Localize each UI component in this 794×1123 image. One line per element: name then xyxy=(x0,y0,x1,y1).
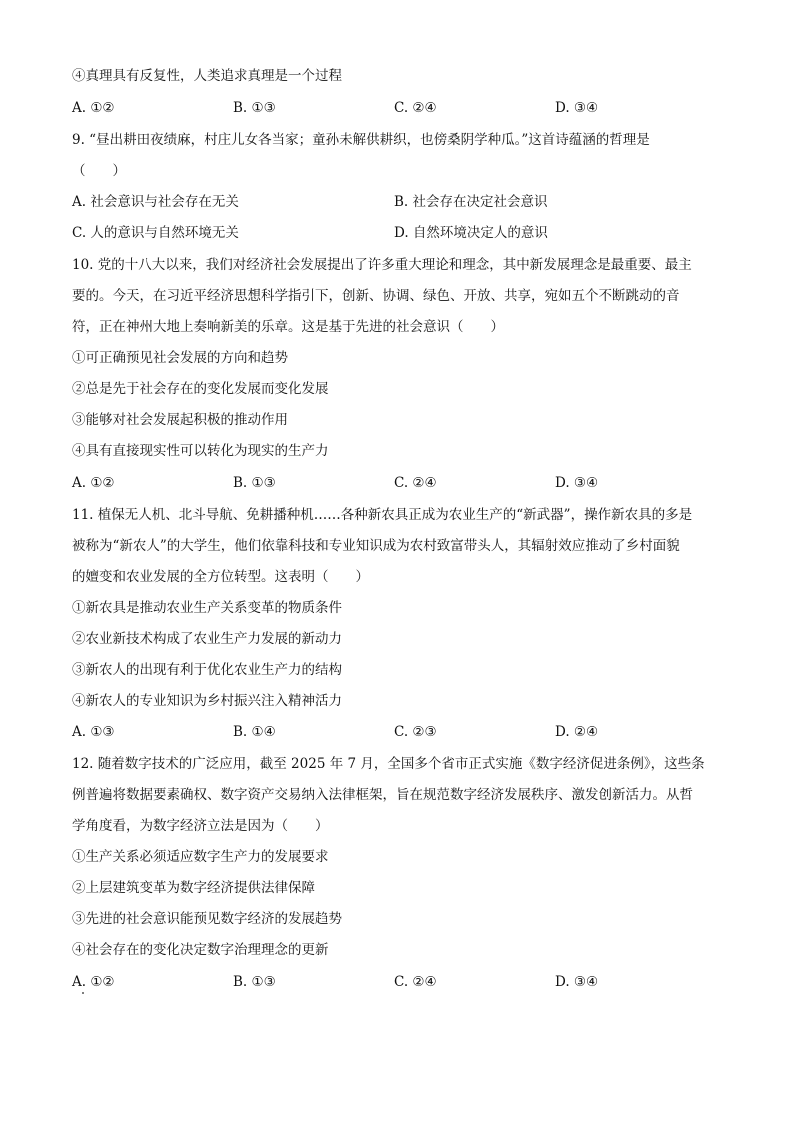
q11-option-d: D. ②④ xyxy=(555,724,599,740)
q12-item-1: ①生产关系必须适应数字生产力的发展要求 xyxy=(72,849,329,865)
q9-option-b: B. 社会存在决定社会意识 xyxy=(394,194,548,210)
q8-option-c: C. ②④ xyxy=(394,100,437,116)
q11-option-c: C. ②③ xyxy=(394,724,437,740)
q12-stem-line-3: 学角度看，为数字经济立法是因为（ ） xyxy=(72,818,329,834)
q9-stem-line-2: （ ） xyxy=(72,163,126,179)
q12-options xyxy=(72,972,722,992)
q10-option-a: A. ①② xyxy=(72,475,115,491)
q11-stem-line-3: 的嬗变和农业发展的全方位转型。这表明（ ） xyxy=(72,569,369,585)
q10-item-3: ③能够对社会发展起积极的推动作用 xyxy=(72,412,288,428)
q12-item-3: ③先进的社会意识能预见数字经济的发展趋势 xyxy=(72,911,342,927)
q12-option-a: A. ①② xyxy=(72,974,115,990)
q8-options xyxy=(72,98,722,118)
q11-item-1: ①新农具是推动农业生产关系变革的物质条件 xyxy=(72,600,342,616)
q12-item-4: ④社会存在的变化决定数字治理理念的更新 xyxy=(72,942,329,958)
q9-options-row-1 xyxy=(72,192,722,212)
q12-option-b: B. ①③ xyxy=(233,974,276,990)
q12-item-2: ②上层建筑变革为数字经济提供法律保障 xyxy=(72,880,315,896)
q11-item-4: ④新农人的专业知识为乡村振兴注入精神活力 xyxy=(72,693,342,709)
q10-options xyxy=(72,473,722,493)
q10-option-b: B. ①③ xyxy=(233,475,276,491)
q12-option-d: D. ③④ xyxy=(555,974,599,990)
q9-option-c: C. 人的意识与自然环境无关 xyxy=(72,225,239,241)
q8-option-a: A. ①② xyxy=(72,100,115,116)
q10-stem-line-2: 要的。今天，在习近平经济思想科学指引下，创新、协调、绿色、开放、共享，宛如五个不断跳动的音 xyxy=(72,288,680,304)
q9-options-row-2 xyxy=(72,223,722,243)
q10-stem-line-1: 10. 党的十八大以来，我们对经济社会发展提出了许多重大理论和理念，其中新发展理念是最重要、最主 xyxy=(72,257,692,273)
q9-option-a: A. 社会意识与社会存在无关 xyxy=(72,194,239,210)
q11-stem-line-1: 11. 植保无人机、北斗导航、免耕播种机……各种新农具正成为农业生产的“新武器”，操作新农具的多是 xyxy=(72,507,693,523)
q11-option-a: A. ①③ xyxy=(72,724,115,740)
q11-item-2: ②农业新技术构成了农业生产力发展的新动力 xyxy=(72,631,342,647)
scan-mark xyxy=(82,992,84,994)
q10-option-c: C. ②④ xyxy=(394,475,437,491)
q10-item-1: ①可正确预见社会发展的方向和趋势 xyxy=(72,350,288,366)
q8-option-d: D. ③④ xyxy=(555,100,599,116)
q10-option-d: D. ③④ xyxy=(555,475,599,491)
q8-item-4: ④真理具有反复性，人类追求真理是一个过程 xyxy=(72,68,342,84)
q10-item-2: ②总是先于社会存在的变化发展而变化发展 xyxy=(72,381,329,397)
q12-stem-line-2: 例普遍将数据要素确权、数字资产交易纳入法律框架，旨在规范数字经济发展秩序、激发创新活力。从哲 xyxy=(72,787,693,803)
q11-options xyxy=(72,722,722,742)
q10-stem-line-3: 符，正在神州大地上奏响新美的乐章。这是基于先进的社会意识（ ） xyxy=(72,319,504,335)
q12-option-c: C. ②④ xyxy=(394,974,437,990)
q10-item-4: ④具有直接现实性可以转化为现实的生产力 xyxy=(72,443,329,459)
q8-option-b: B. ①③ xyxy=(233,100,276,116)
q11-stem-line-2: 被称为“新农人”的大学生，他们依靠科技和专业知识成为农村致富带头人，其辐射效应推动了乡村面貌 xyxy=(72,538,680,554)
q12-stem-line-1: 12. 随着数字技术的广泛应用，截至 2025 年 7 月，全国多个省市正式实施《数字经济促进条例》，这些条 xyxy=(72,756,705,772)
q9-option-d: D. 自然环境决定人的意识 xyxy=(394,225,548,241)
q11-option-b: B. ①④ xyxy=(233,724,276,740)
q9-stem-line-1: 9. “昼出耕田夜绩麻，村庄儿女各当家；童孙未解供耕织，也傍桑阴学种瓜。”这首诗蕴涵的哲理是 xyxy=(72,132,650,148)
q11-item-3: ③新农人的出现有利于优化农业生产力的结构 xyxy=(72,662,342,678)
